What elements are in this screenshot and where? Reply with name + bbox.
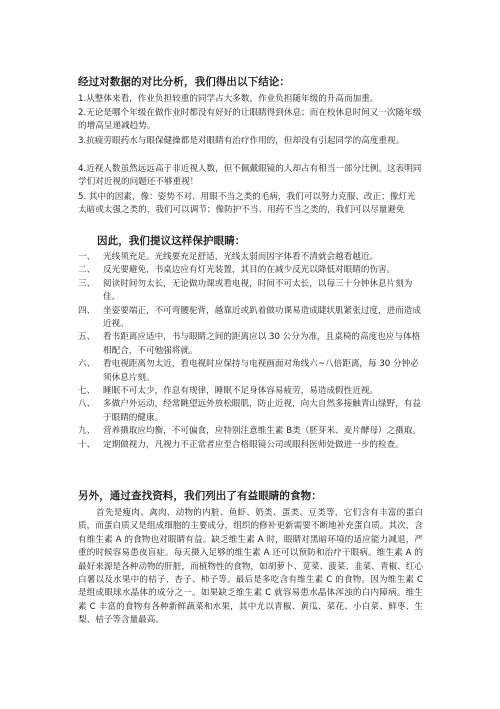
suggestion-item-1: 一、 光线须充足。光线要充足舒适，光线太弱而因字体看不清就会越看越近。 <box>78 252 379 262</box>
conclusion-item-4: 4.近视人数虽然远远高于非近视人数，但不佩戴眼镜的人却占有相当一部分比例。这表明同学们对近视的问题还不够重视！ <box>78 164 422 188</box>
suggestion-item-6: 六、 看电视距离勿太近，看电视时应保持与电视画面对角线六~八倍距离，每 30 分钟必须休息片刻。 <box>78 359 419 383</box>
suggestion-item-2: 二、 反光要避免，书桌边应有灯光装置，其目的在减少反光以降低对眼睛的伤害。 <box>78 265 396 276</box>
suggestions-heading: 因此，我们提议这样保护眼睛： <box>97 235 246 247</box>
suggestion-item-3: 三、 阅读时间勿太长，无论做功课或看电视，时间不可太长，以每三十分钟休息片刻为佳。 <box>78 278 413 303</box>
conclusion-heading: 经过对数据的对比分析，我们得出以下结论： <box>78 76 290 88</box>
conclusion-item-1: 1.从整体来看，作业负担较重的同学占大多数，作业负担随年级的升高而加重。 <box>78 94 379 104</box>
suggestion-item-8: 八、 多做户外运动，经常眺望远外放松眼肌，防止近视，向大自然多接触青山绿野，有益于眼睛的健康。 <box>78 399 421 423</box>
suggestion-item-7: 七、 睡眠不可太少，作息有规律，睡眠不足身体容易疲劳，易造成假性近视。 <box>78 386 379 397</box>
conclusion-item-3: 3.抗疲劳眼药水与眼保健操都是对眼睛有治疗作用的，但却没有引起同学的高度重视。 <box>78 136 405 146</box>
suggestion-item-4: 四、 坐姿要端正，不可弯腰驼背，越靠近或趴着做功课易造成睫状肌紧张过度，进而造成近视。 <box>78 305 421 330</box>
suggestion-item-10: 十、 定期做视力，凡视力不正常者应至合格眼镜公司或眼科医师处做进一步的检查。 <box>78 439 404 450</box>
foods-paragraph: 首先是瘦肉、禽肉、动物的内脏、鱼虾、奶类、蛋类、豆类等，它们含有丰富的蛋白质，而蛋白质又是组成细胞的主要成分，组织的修补更新需要不断地补充蛋白质。其次，含有维生素 A 的食物也对眼睛有益。缺乏维生素 A 时，眼睛对黑暗环境的适应能力减退，严重的时候容易患夜盲症。每天摄入足够的维生素 A 还可以预防和治疗干眼病。维生素 A 的最好来源是各种动物的肝脏，而植物性的食物，如胡萝卜、苋菜、菠菜、韭菜、青椒、红心白薯以及水果中的桔子、杏子、柿子等。最后是多吃含有维生素 C 的食物。因为维生素 C 是组成眼球水晶体的成分之一。如果缺乏维生素 C 就容易患水晶体浑浊的白内障病。维生素 C 丰富的食物有各种新鲜蔬菜和水果，其中尤以青椒、黄瓜、菜花、小白菜、鲜枣、生梨、桔子等含量最高。 <box>78 508 423 626</box>
conclusion-item-5: 5. 其中的因素，像：姿势不对、用眼不当之类的毛病，我们可以努力克服、改正；像灯光太暗或太强之类的，我们可以调节；像防护不当、用药不当之类的，我们可以尽量避免 <box>78 192 416 216</box>
suggestions-list <box>78 251 423 452</box>
suggestion-item-5: 五、 看书距离应适中，书与眼睛之间的距离应以 30 公分为准，且桌椅的高度也应与体格相配合，不可勉强将就。 <box>78 332 421 356</box>
conclusion-item-2: 2.无论是哪个年级在做作业时都没有好好的让眼睛得到休息；而在校休息时间又一次随年级的增高呈递减趋势。 <box>78 108 422 132</box>
foods-heading: 另外，通过查找资料，我们列出了有益眼睛的食物： <box>78 490 322 502</box>
suggestion-item-9: 九、 营养摄取应均衡，不可偏食，应特别注意维生素 B类（胚芽米、麦片酵母）之摄取。 <box>78 426 422 437</box>
